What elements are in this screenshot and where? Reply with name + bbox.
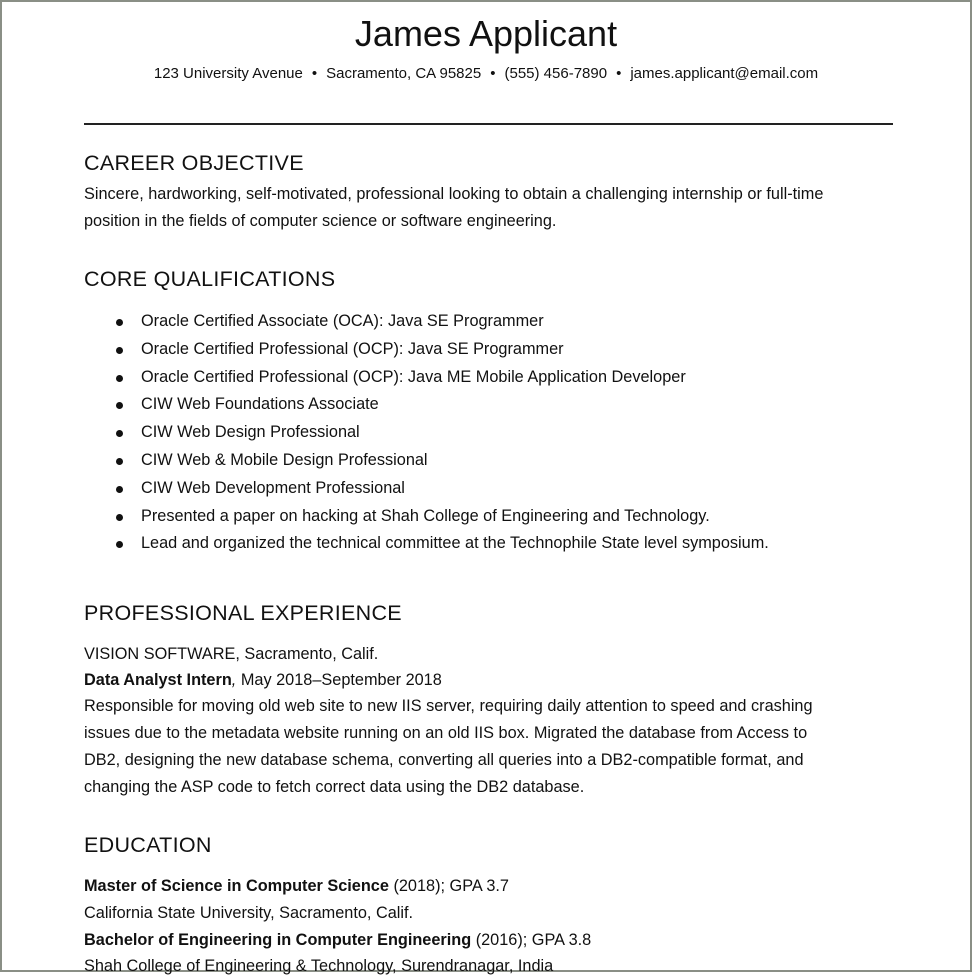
list-item-text: CIW Web & Mobile Design Professional	[141, 450, 428, 469]
bullet-icon	[116, 375, 123, 382]
list-item	[84, 503, 769, 531]
bullet-icon	[116, 402, 123, 409]
degree-detail: (2018); GPA 3.7	[388, 877, 509, 895]
separator-bullet: •	[490, 65, 496, 82]
school-line: California State University, Sacramento, Calif.	[84, 904, 414, 922]
objective-line: position in the fields of computer science or software engineering.	[84, 212, 557, 230]
bullet-icon	[116, 319, 123, 326]
qualifications-list	[84, 308, 769, 558]
separator-bullet: •	[616, 65, 622, 82]
degree-name: Bachelor of Engineering in Computer Engineering	[84, 931, 472, 949]
bullet-icon	[116, 458, 123, 465]
company-line: VISION SOFTWARE, Sacramento, Calif.	[84, 645, 379, 663]
list-item-text: Oracle Certified Professional (OCP): Java ME Mobile Application Developer	[141, 367, 686, 386]
list-item	[84, 364, 769, 392]
school-line: Shah College of Engineering & Technology, Surendranagar, India	[84, 957, 554, 975]
separator-bullet: •	[311, 65, 318, 82]
email: james.applicant@email.com	[630, 65, 819, 82]
list-item-text: Presented a paper on hacking at Shah College of Engineering and Technology.	[141, 506, 710, 525]
experience-line: issues due to the metadata website running on an old IIS box. Migrated the database from Access to	[84, 724, 808, 742]
address: 123 University Avenue	[153, 65, 303, 82]
list-item	[84, 336, 769, 364]
bullet-icon	[116, 347, 123, 354]
applicant-name: James Applicant	[354, 13, 618, 54]
section-title-qualifications: CORE QUALIFICATIONS	[84, 267, 336, 291]
role-dates: May 2018–September 2018	[240, 671, 442, 689]
bullet-icon	[116, 430, 123, 437]
city: Sacramento, CA 95825	[326, 65, 482, 82]
list-item	[84, 447, 769, 475]
header-divider	[84, 123, 893, 125]
experience-line: changing the ASP code to fetch correct data using the DB2 database.	[84, 778, 585, 796]
list-item-text: Oracle Certified Associate (OCA): Java SE Programmer	[141, 312, 544, 330]
list-item-text: CIW Web Design Professional	[141, 423, 360, 442]
experience-line: Responsible for moving old web site to new IIS server, requiring daily attention to speed and crashing	[84, 697, 813, 715]
list-item	[84, 530, 769, 558]
list-item-text: Oracle Certified Professional (OCP): Java SE Programmer	[141, 339, 564, 358]
list-item-text: CIW Web Foundations Associate	[141, 395, 379, 414]
degree-line	[84, 927, 591, 953]
degree-detail: (2016); GPA 3.8	[471, 931, 592, 949]
role-title: Data Analyst Intern	[84, 671, 232, 689]
experience-description	[84, 693, 899, 801]
objective-text	[84, 181, 899, 235]
role-line: Data Analyst Intern, May 2018–September 2018	[84, 671, 442, 689]
section-title-objective: CAREER OBJECTIVE	[84, 151, 304, 175]
list-item-text: CIW Web Development Professional	[141, 478, 405, 497]
list-item	[84, 419, 769, 447]
list-item	[84, 391, 769, 419]
section-title-education: EDUCATION	[84, 833, 212, 857]
list-item-text: Lead and organized the technical committee at the Technophile State level symposium.	[141, 534, 769, 553]
list-item	[84, 475, 769, 503]
list-item	[84, 308, 769, 336]
experience-line: DB2, designing the new database schema, converting all queries into a DB2-compatible format, and	[84, 751, 804, 769]
degree-name: Master of Science in Computer Science	[84, 877, 389, 895]
objective-line: Sincere, hardworking, self-motivated, professional looking to obtain a challenging internship or full-time	[84, 185, 824, 203]
section-title-experience: PROFESSIONAL EXPERIENCE	[84, 601, 402, 625]
bullet-icon	[116, 541, 123, 548]
phone: (555) 456-7890	[504, 65, 608, 82]
bullet-icon	[116, 486, 123, 493]
contact-line	[2, 64, 970, 84]
bullet-icon	[116, 514, 123, 521]
degree-line	[84, 873, 509, 899]
